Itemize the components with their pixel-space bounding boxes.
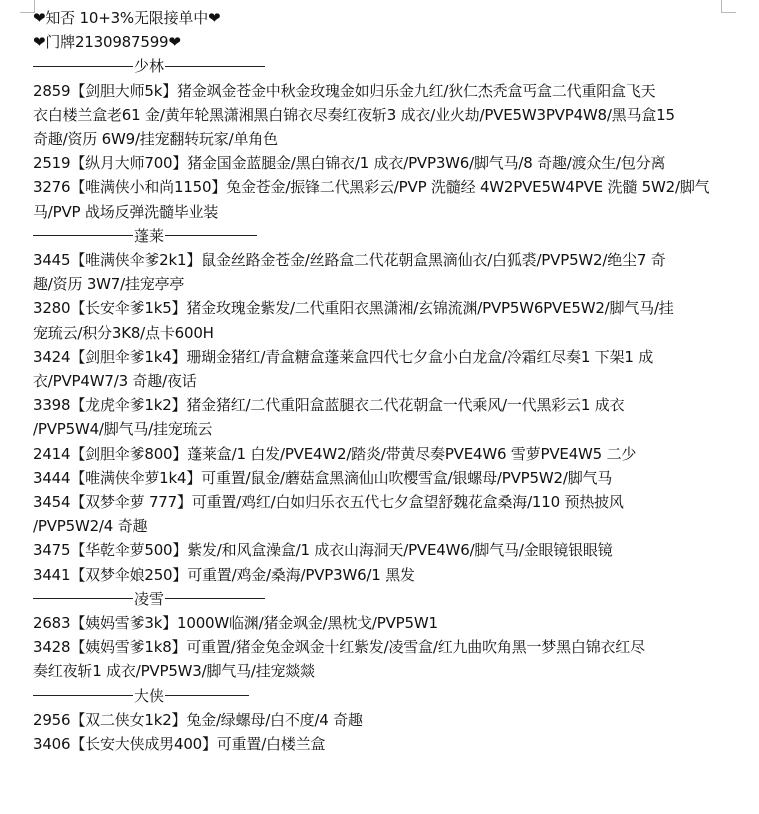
section-title: 大侠 — [134, 686, 165, 705]
listing-line: /PVP5W4/脚气马/挂宠琉云 — [33, 420, 213, 439]
divider-line-left — [33, 235, 133, 236]
listing-line: 奇趣/资历 6W9/挂宠翻转玩家/单角色 — [33, 130, 278, 149]
section-divider — [33, 224, 733, 248]
section-divider — [33, 54, 733, 78]
listing-line: 宠琉云/积分3K8/点卡600H — [33, 323, 214, 342]
listing-line: 3475【华乾伞萝500】紫发/和风盒澡盒/1 成衣山海洞天/PVE4W6/脚气马/金眼镜银眼镜 — [33, 541, 613, 560]
listing-line: 2414【剑胆伞爹800】蓬莱盒/1 白发/PVE4W2/踏炎/带黄尽奏PVE4W6 雪萝PVE4W5 二少 — [33, 444, 637, 463]
listing-line: 3406【长安大侠成男400】可重置/白楼兰盒 — [33, 735, 326, 754]
listing-line: 趣/资历 3W7/挂宠亭亭 — [33, 275, 185, 294]
header-line-2: ❤门牌2130987599❤ — [33, 33, 181, 52]
listing-line: 2859【剑胆大师5k】猪金飒金苍金中秋金玫瑰金如归乐金九红/狄仁杰秃盒丐盒二代重阳盒飞天 — [33, 81, 656, 100]
section-title: 少林 — [134, 57, 165, 76]
listing-line: 奏红夜斩1 成衣/PVP5W3/脚气马/挂宠燚燚 — [33, 662, 315, 681]
listing-line: 3444【唯满侠伞萝1k4】可重置/鼠金/蘑菇盒黑滴仙山吹樱雪盒/银螺母/PVP5W2/脚气马 — [33, 468, 613, 487]
listing-line: 3441【双梦伞娘250】可重置/鸡金/桑海/PVP3W6/1 黑发 — [33, 565, 415, 584]
section-divider — [33, 684, 733, 708]
listing-line: 马/PVP 战场反弹洗髓毕业装 — [33, 202, 219, 221]
divider-line-left — [33, 695, 133, 696]
section-title: 凌雪 — [134, 589, 165, 608]
divider-line-right — [165, 66, 265, 67]
divider-line-right — [165, 695, 249, 696]
header-line-1: ❤知否 10+3%无限接单中❤ — [33, 9, 221, 27]
sections-container — [33, 54, 733, 756]
listing-line: 2519【纵月大师700】猪金国金蓝腿金/黑白锦衣/1 成衣/PVP3W6/脚气马/8 奇趣/渡众生/包分离 — [33, 154, 666, 173]
divider-line-right — [165, 598, 265, 599]
listing-line: 衣/PVP4W7/3 奇趣/夜话 — [33, 372, 197, 391]
listing-line: 3398【龙虎伞爹1k2】猪金猪红/二代重阳盒蓝腿衣二代花朝盒一代乘风/一代黑彩云1 成衣 — [33, 396, 625, 415]
divider-line-left — [33, 598, 133, 599]
section-title: 蓬莱 — [134, 226, 165, 245]
listing-line: 3445【唯满侠伞爹2k1】鼠金丝路金苍金/丝路盒二代花朝盒黑滴仙衣/白狐裘/PVP5W2/绝尘7 奇 — [33, 251, 666, 270]
listing-line: 2683【姨妈雪爹3k】1000W临渊/猪金飒金/黑枕戈/PVP5W1 — [33, 614, 438, 633]
divider-line-right — [165, 235, 257, 236]
listing-line: /PVP5W2/4 奇趣 — [33, 517, 148, 536]
divider-line-left — [33, 66, 133, 67]
listing-line: 3424【剑胆伞爹1k4】珊瑚金猪红/青盒糖盒蓬莱盒四代七夕盒小白龙盒/冷霜红尽奏1 下架1 成 — [33, 347, 654, 366]
listing-line: 衣白楼兰盒老61 金/黄年轮黑潇湘黑白锦衣尽奏红夜斩3 成衣/业火劫/PVE5W3PVP4W8/黑马盒15 — [33, 105, 675, 124]
listing-line: 3280【长安伞爹1k5】猪金玫瑰金紫发/二代重阳衣黑潇湘/玄锦流渊/PVP5W6PVE5W2/脚气马/挂 — [33, 299, 674, 318]
listing-line: 2956【双二侠女1k2】兔金/绿螺母/白不度/4 奇趣 — [33, 710, 363, 729]
listing-line: 3276【唯满侠小和尚1150】兔金苍金/振锋二代黑彩云/PVP 洗髓经 4W2PVE5W4PVE 洗髓 5W2/脚气 — [33, 178, 710, 197]
section-divider — [33, 587, 733, 611]
listing-line: 3428【姨妈雪爹1k8】可重置/猪金兔金飒金十红紫发/凌雪盒/红九曲吹角黑一梦黑白锦衣红尽 — [33, 638, 645, 657]
document-content — [33, 6, 733, 756]
listing-line: 3454【双梦伞萝 777】可重置/鸡红/白如归乐衣五代七夕盒望舒魏花盒桑海/110 预热披风 — [33, 493, 624, 512]
